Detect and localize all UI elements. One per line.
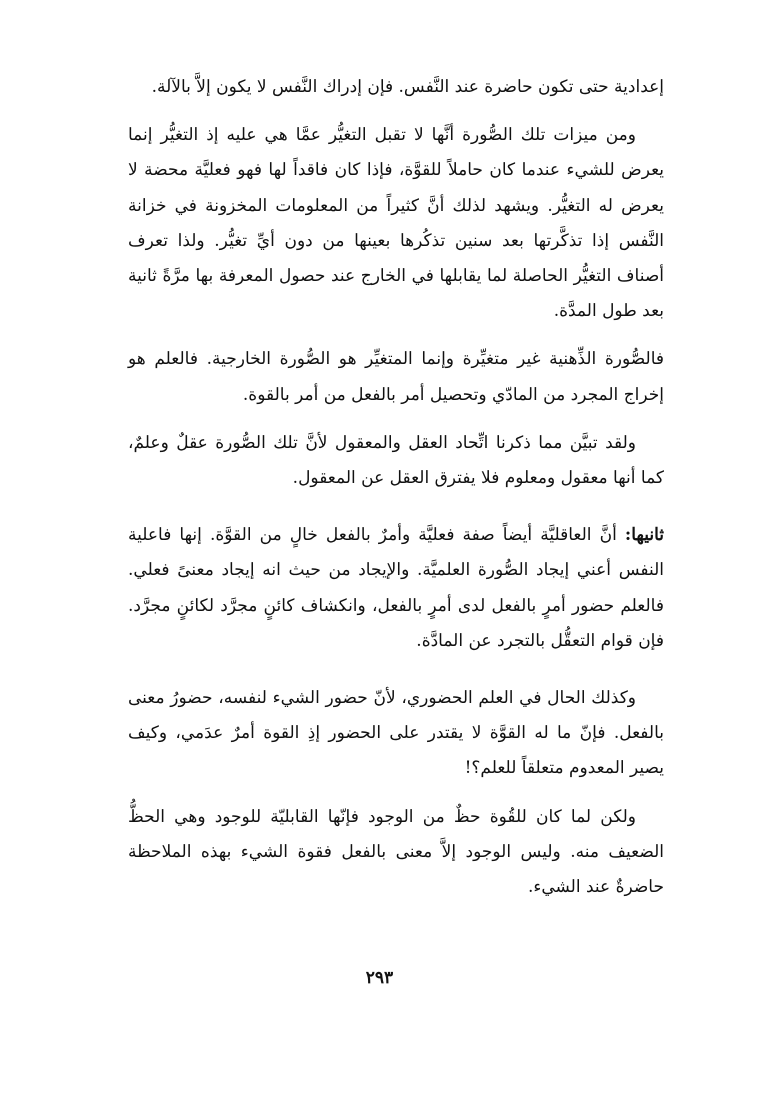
paragraph-4-text: ولقد تبيَّن مما ذكرنا اتِّحاد العقل والمعقول لأنَّ تلك الصُّورة عقلٌ وعلمٌ، كما أنها معقول ومعلوم فلا يفترق العقل عن المعقول.: [128, 432, 664, 489]
paragraph-5: [128, 518, 664, 659]
paragraph-3: [128, 342, 664, 412]
paragraph-7-text: ولكن لما كان للقُوة حظٌ من الوجود فإنّها القابليّة للوجود وهي الحظُّ الضعيف منه. وليس الوجود إلاَّ معنى بالفعل فقوة الشيء بهذه الملاحظة حاضرةٌ عند الشيء.: [128, 806, 664, 898]
paragraph-2: [128, 118, 664, 329]
paragraph-3-text: فالصُّورة الذِّهنية غير متغيِّرة وإنما المتغيِّر هو الصُّورة الخارجية. فالعلم هو إخراج المجرد من المادّي وتحصيل أمر بالفعل من أمر بالقوة.: [128, 349, 664, 405]
paragraph-5-lead: ثانيها:: [624, 525, 664, 546]
paragraph-4: [128, 426, 664, 496]
paragraph-1: [128, 70, 664, 105]
paragraph-7: [128, 800, 664, 906]
paragraph-1-text: إعدادية حتى تكون حاضرة عند النَّفس. فإن إدراك النَّفس لا يكون إلاَّ بالآلة.: [151, 77, 664, 97]
page-number: ٢٩٣: [365, 968, 394, 988]
paragraph-2-text: ومن ميزات تلك الصُّورة أنَّها لا تقبل التغيُّر عمَّا هي عليه إذ التغيُّر إنما يعرض للشيء عندما كان حاملاً للقوَّة، فإذا كان فاقداً لها فهو فعليَّة محضة لا يعرض له التغيُّر. ويشهد لذلك أنَّ كثيراً من المعلومات المخزونة في خزانة النَّفس إذا تذكَّرتها بعد سنين تذكُرها بعينها من دون أيِّ تغيُّر. ولذا تعرف أصناف التغيُّر الحاصلة لما يقابلها في الخارج عند حصول المعرفة بها مرَّةً ثانية بعد طول المدَّة.: [128, 125, 664, 322]
paragraph-6: [128, 681, 664, 787]
paragraph-5-text: أنَّ العاقليَّة أيضاً صفة فعليَّة وأمرٌ بالفعل خالٍ من القوَّة. إنها فاعلية النفس أعني إيجاد الصُّورة العلميَّة. والإيجاد من حيث انه إيجاد معنىً فعلي. فالعلم حضور أمرٍ بالفعل لدى أمرٍ بالفعل، وانكشاف كائنٍ مجرَّد لكائنٍ مجرَّد. فإن قوام التعقُّل بالتجرد عن المادَّة.: [128, 525, 664, 651]
paragraph-6-text: وكذلك الحال في العلم الحضوري، لأنّ حضور الشيء لنفسه، حضورُ معنى بالفعل. فإنّ ما له القوَّة لا يقتدر على الحضور إذِ القوة أمرٌ عدَمي، وكيف يصير المعدوم متعلقاً للعلم؟!: [128, 688, 664, 779]
page-body: [128, 70, 664, 918]
